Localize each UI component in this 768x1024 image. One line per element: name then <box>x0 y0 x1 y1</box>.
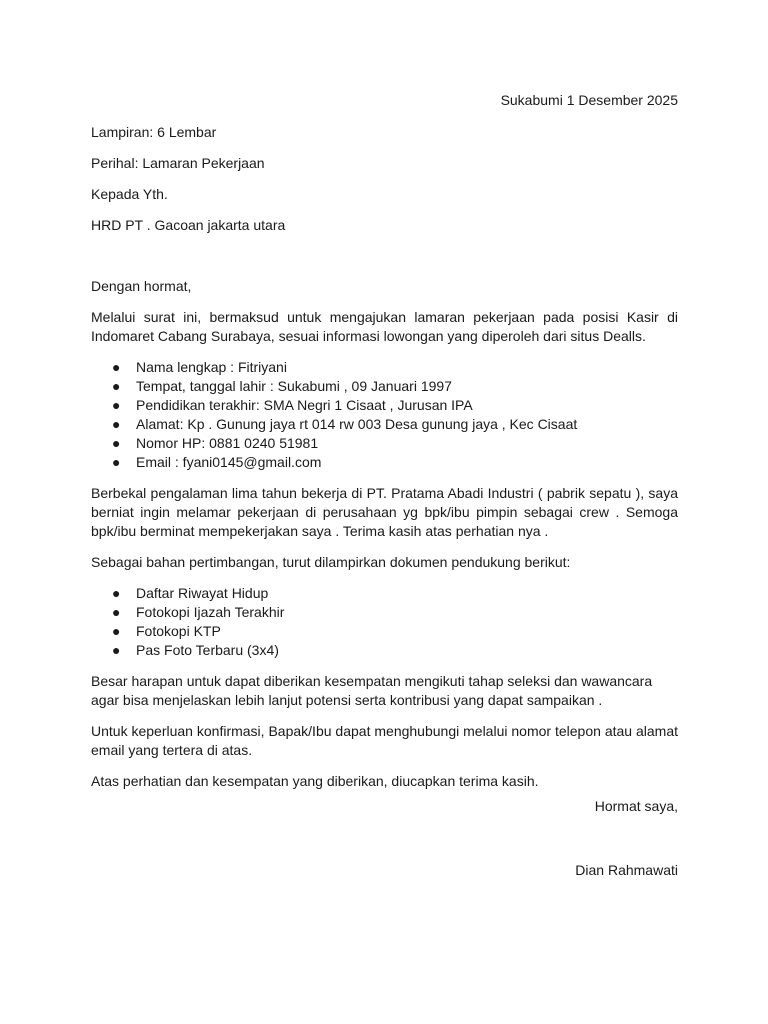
greeting: Dengan hormat, <box>91 278 192 294</box>
attachments-list <box>91 584 678 660</box>
personal-details-list <box>91 358 678 472</box>
bullet-icon: ● <box>112 585 121 601</box>
list-item <box>91 415 678 434</box>
list-item <box>91 434 678 453</box>
bullet-icon: ● <box>112 642 121 658</box>
recipient-name: HRD PT . Gacoan jakarta utara <box>91 217 286 233</box>
bullet-icon: ● <box>112 416 121 432</box>
contact-paragraph: Untuk keperluan konfirmasi, Bapak/Ibu dapat menghubungi melalui nomor telepon atau alamat email yang tertera di atas. <box>91 723 678 758</box>
intro-paragraph: Melalui surat ini, bermaksud untuk mengajukan lamaran pekerjaan pada posisi Kasir di Indomaret Cabang Surabaya, sesuai informasi lowongan yang diperoleh dari situs Dealls. <box>91 309 678 344</box>
list-item-text: Pas Foto Terbaru (3x4) <box>136 642 279 658</box>
list-item <box>91 584 678 603</box>
letter-subject: Perihal: Lamaran Pekerjaan <box>91 155 265 171</box>
list-item-text: Fotokopi KTP <box>136 623 221 639</box>
list-item-text: Daftar Riwayat Hidup <box>136 585 269 601</box>
bullet-icon: ● <box>112 435 121 451</box>
list-item <box>91 622 678 641</box>
list-item-text: Nomor HP: 0881 0240 51981 <box>136 435 319 451</box>
letter-page <box>91 91 678 880</box>
bullet-icon: ● <box>112 623 121 639</box>
letter-date: Sukabumi 1 Desember 2025 <box>500 92 678 108</box>
list-item-text: Fotokopi Ijazah Terakhir <box>136 604 285 620</box>
list-item <box>91 377 678 396</box>
list-item <box>91 453 678 472</box>
list-item <box>91 641 678 660</box>
bullet-icon: ● <box>112 604 121 620</box>
list-item <box>91 396 678 415</box>
bullet-icon: ● <box>112 359 121 375</box>
list-item-text: Alamat: Kp . Gunung jaya rt 014 rw 003 Desa gunung jaya , Kec Cisaat <box>136 416 578 432</box>
recipient-label: Kepada Yth. <box>91 186 168 202</box>
list-item-text: Tempat, tanggal lahir : Sukabumi , 09 Januari 1997 <box>136 378 452 394</box>
list-item-text: Nama lengkap : Fitriyani <box>136 359 287 375</box>
list-item-text: Pendidikan terakhir: SMA Negri 1 Cisaat , Jurusan IPA <box>136 397 473 413</box>
signature-name: Dian Rahmawati <box>575 862 678 878</box>
list-item <box>91 358 678 377</box>
attachment-count: Lampiran: 6 Lembar <box>91 124 217 140</box>
list-item-text: Email : fyani0145@gmail.com <box>136 454 322 470</box>
bullet-icon: ● <box>112 397 121 413</box>
list-item <box>91 603 678 622</box>
attachments-intro: Sebagai bahan pertimbangan, turut dilampirkan dokumen pendukung berikut: <box>91 554 571 570</box>
bullet-icon: ● <box>112 454 121 470</box>
hope-paragraph: Besar harapan untuk dapat diberikan kesempatan mengikuti tahap seleksi dan wawancara agar bisa menjelaskan lebih lanjut potensi serta kontribusi yang dapat sampaikan . <box>91 673 653 708</box>
thanks-paragraph: Atas perhatian dan kesempatan yang diberikan, diucapkan terima kasih. <box>91 773 539 789</box>
experience-paragraph: Berbekal pengalaman lima tahun bekerja di PT. Pratama Abadi Industri ( pabrik sepatu ), saya berniat ingin melamar pekerjaan di perusahaan yg bpk/ibu pimpin sebagai crew . Semoga bpk/ibu berminat mempekerjakan saya . Terima kasih atas perhatian nya . <box>91 485 678 539</box>
closing-salutation: Hormat saya, <box>594 798 678 814</box>
bullet-icon: ● <box>112 378 121 394</box>
